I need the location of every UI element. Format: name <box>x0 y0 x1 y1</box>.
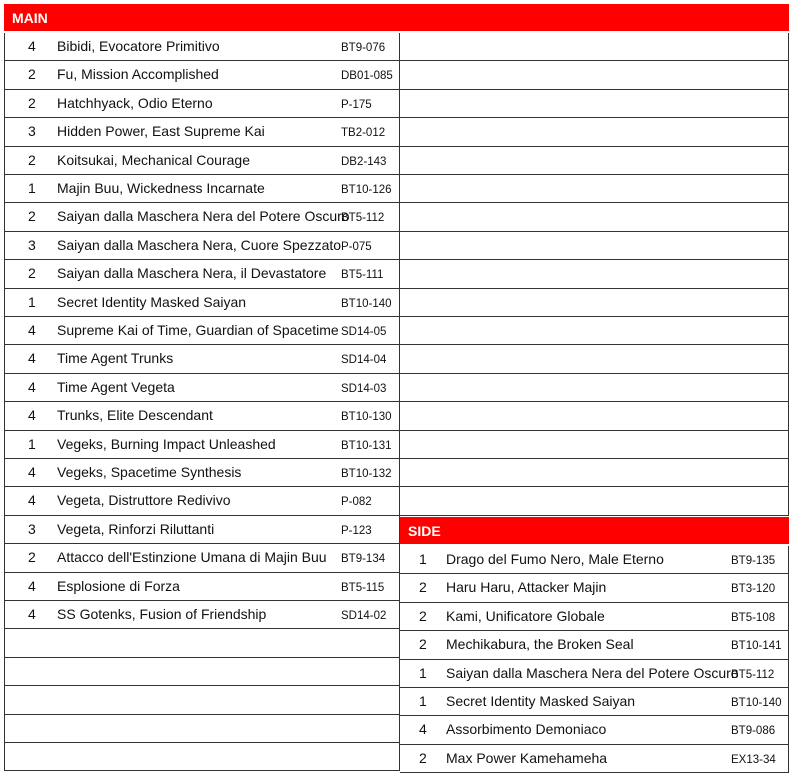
card-name: Majin Buu, Wickedness Incarnate <box>57 180 265 196</box>
card-name: Saiyan dalla Maschera Nera, il Devastatore <box>57 265 327 282</box>
card-code: BT9-135 <box>731 555 776 567</box>
side-table-row <box>400 574 789 602</box>
quantity: 3 <box>28 236 36 253</box>
main-table-row <box>4 544 400 572</box>
main-table-row <box>4 573 400 601</box>
card-name: Hidden Power, East Supreme Kai <box>57 123 265 140</box>
empty-row <box>400 90 789 118</box>
empty-row <box>4 743 400 771</box>
empty-row <box>4 658 400 686</box>
quantity: 1 <box>419 693 427 709</box>
card-name: Time Agent Trunks <box>57 350 174 367</box>
side-section-header <box>400 517 789 544</box>
card-name: Hatchhyack, Odio Eterno <box>57 94 213 111</box>
side-table-row <box>400 546 789 574</box>
empty-row <box>400 317 789 345</box>
card-code: BT10-132 <box>341 468 392 480</box>
empty-row <box>400 345 789 373</box>
main-table-row <box>4 147 400 175</box>
side-table-row <box>400 716 789 744</box>
side-table-row <box>400 603 789 631</box>
quantity: 2 <box>28 208 36 225</box>
main-table-row <box>4 402 400 430</box>
quantity: 1 <box>419 664 427 681</box>
card-code: BT10-140 <box>731 697 782 709</box>
card-code: BT5-112 <box>341 212 385 225</box>
card-code: BT3-120 <box>731 583 776 596</box>
card-name: Esplosione di Forza <box>57 577 180 594</box>
side-section-title: SIDE <box>408 522 441 539</box>
card-name: Trunks, Elite Descendant <box>57 407 213 424</box>
quantity: 4 <box>28 322 36 338</box>
card-code: BT9-086 <box>731 725 776 738</box>
card-code: SD14-04 <box>341 354 387 367</box>
side-table-row <box>400 688 789 716</box>
empty-row <box>400 203 789 231</box>
main-table-row <box>4 345 400 373</box>
side-table-row <box>400 745 789 773</box>
empty-row <box>400 260 789 288</box>
card-name: Kami, Unificatore Globale <box>446 607 605 624</box>
main-table-row <box>4 33 400 61</box>
quantity: 2 <box>419 607 427 624</box>
empty-row <box>400 61 789 89</box>
card-name: Supreme Kai of Time, Guardian of Spacetime <box>57 322 339 338</box>
card-name: Saiyan dalla Maschera Nera, Cuore Spezzato <box>57 236 342 253</box>
card-name: Attacco dell'Estinzione Umana di Majin Buu <box>57 549 327 566</box>
quantity: 2 <box>28 66 36 83</box>
card-code: BT5-115 <box>341 581 385 594</box>
card-code: BT9-134 <box>341 553 386 566</box>
card-name: Vegeta, Rinforzi Riluttanti <box>57 520 215 537</box>
card-code: DB01-085 <box>341 70 393 83</box>
card-code: BT5-108 <box>731 611 776 624</box>
empty-row <box>400 232 789 260</box>
card-name: Vegeks, Spacetime Synthesis <box>57 464 242 480</box>
main-table-row <box>4 61 400 89</box>
card-code: BT10-140 <box>341 297 392 310</box>
card-code: SD14-02 <box>341 610 387 622</box>
main-table-row <box>4 232 400 260</box>
card-name: Saiyan dalla Maschera Nera del Potere Oscuro <box>446 664 739 681</box>
quantity: 2 <box>28 549 36 566</box>
empty-row <box>400 402 789 430</box>
main-table-row <box>4 203 400 231</box>
card-name: Haru Haru, Attacker Majin <box>446 579 607 596</box>
main-table-row <box>4 317 400 345</box>
empty-row <box>400 147 789 175</box>
main-table-row <box>4 118 400 146</box>
card-code: BT5-112 <box>731 668 775 681</box>
card-code: EX13-34 <box>731 753 776 766</box>
empty-row <box>400 374 789 402</box>
card-code: BT10-141 <box>731 640 782 653</box>
quantity: 1 <box>28 180 36 196</box>
card-code: P-075 <box>341 240 372 253</box>
card-name: Drago del Fumo Nero, Male Eterno <box>446 551 664 567</box>
card-name: Koitsukai, Mechanical Courage <box>57 151 250 168</box>
card-code: SD14-03 <box>341 382 387 395</box>
quantity: 2 <box>419 636 427 653</box>
empty-row <box>4 686 400 714</box>
quantity: 1 <box>28 435 36 452</box>
card-name: SS Gotenks, Fusion of Friendship <box>57 606 267 622</box>
empty-row <box>400 431 789 459</box>
card-name: Vegeta, Distruttore Redivivo <box>57 492 231 509</box>
quantity: 4 <box>419 721 427 738</box>
card-code: BT9-076 <box>341 42 386 54</box>
main-table-row <box>4 431 400 459</box>
side-table-row <box>400 660 789 688</box>
quantity: 2 <box>28 151 36 168</box>
card-name: Mechikabura, the Broken Seal <box>446 636 634 653</box>
quantity: 2 <box>419 579 427 596</box>
main-table-row <box>4 516 400 544</box>
quantity: 4 <box>28 38 36 54</box>
card-code: BT10-130 <box>341 411 392 424</box>
quantity: 4 <box>28 577 36 594</box>
card-name: Vegeks, Burning Impact Unleashed <box>57 435 276 452</box>
quantity: 3 <box>28 520 36 537</box>
card-code: BT10-126 <box>341 184 392 196</box>
card-code: TB2-012 <box>341 127 386 140</box>
main-table-row <box>4 459 400 487</box>
empty-row <box>400 33 789 61</box>
quantity: 4 <box>28 492 36 509</box>
card-code: BT10-131 <box>341 439 392 452</box>
card-name: Bibidi, Evocatore Primitivo <box>57 38 220 54</box>
card-code: P-175 <box>341 98 372 111</box>
card-name: Time Agent Vegeta <box>57 378 175 395</box>
quantity: 2 <box>28 265 36 282</box>
card-name: Saiyan dalla Maschera Nera del Potere Oscuro <box>57 208 350 225</box>
quantity: 4 <box>28 464 36 480</box>
card-code: P-082 <box>341 496 372 509</box>
quantity: 3 <box>28 123 36 140</box>
main-table-row <box>4 90 400 118</box>
card-name: Fu, Mission Accomplished <box>57 66 219 83</box>
quantity: 1 <box>28 293 36 310</box>
empty-row <box>400 459 789 487</box>
card-name: Assorbimento Demoniaco <box>446 721 607 738</box>
empty-row <box>400 175 789 203</box>
main-table-row <box>4 601 400 629</box>
card-name: Secret Identity Masked Saiyan <box>446 693 636 709</box>
side-table-row <box>400 631 789 659</box>
card-name: Max Power Kamehameha <box>446 749 608 766</box>
main-table-row <box>4 175 400 203</box>
quantity: 1 <box>419 551 427 567</box>
main-table-row <box>4 487 400 515</box>
card-code: SD14-05 <box>341 326 387 338</box>
empty-row <box>400 118 789 146</box>
main-section-title: MAIN <box>12 9 48 26</box>
empty-row <box>4 715 400 743</box>
quantity: 2 <box>28 94 36 111</box>
empty-row <box>4 629 400 657</box>
main-table-row <box>4 260 400 288</box>
quantity: 4 <box>28 350 36 367</box>
card-code: BT5-111 <box>341 269 384 282</box>
quantity: 2 <box>419 749 427 766</box>
card-name: Secret Identity Masked Saiyan <box>57 293 247 310</box>
main-table-row <box>4 374 400 402</box>
quantity: 4 <box>28 378 36 395</box>
main-table-row <box>4 289 400 317</box>
quantity: 4 <box>28 606 36 622</box>
card-code: P-123 <box>341 524 372 537</box>
quantity: 4 <box>28 407 36 424</box>
main-section-header <box>4 4 789 31</box>
empty-row <box>400 289 789 317</box>
empty-row <box>400 487 789 515</box>
card-code: DB2-143 <box>341 155 387 168</box>
